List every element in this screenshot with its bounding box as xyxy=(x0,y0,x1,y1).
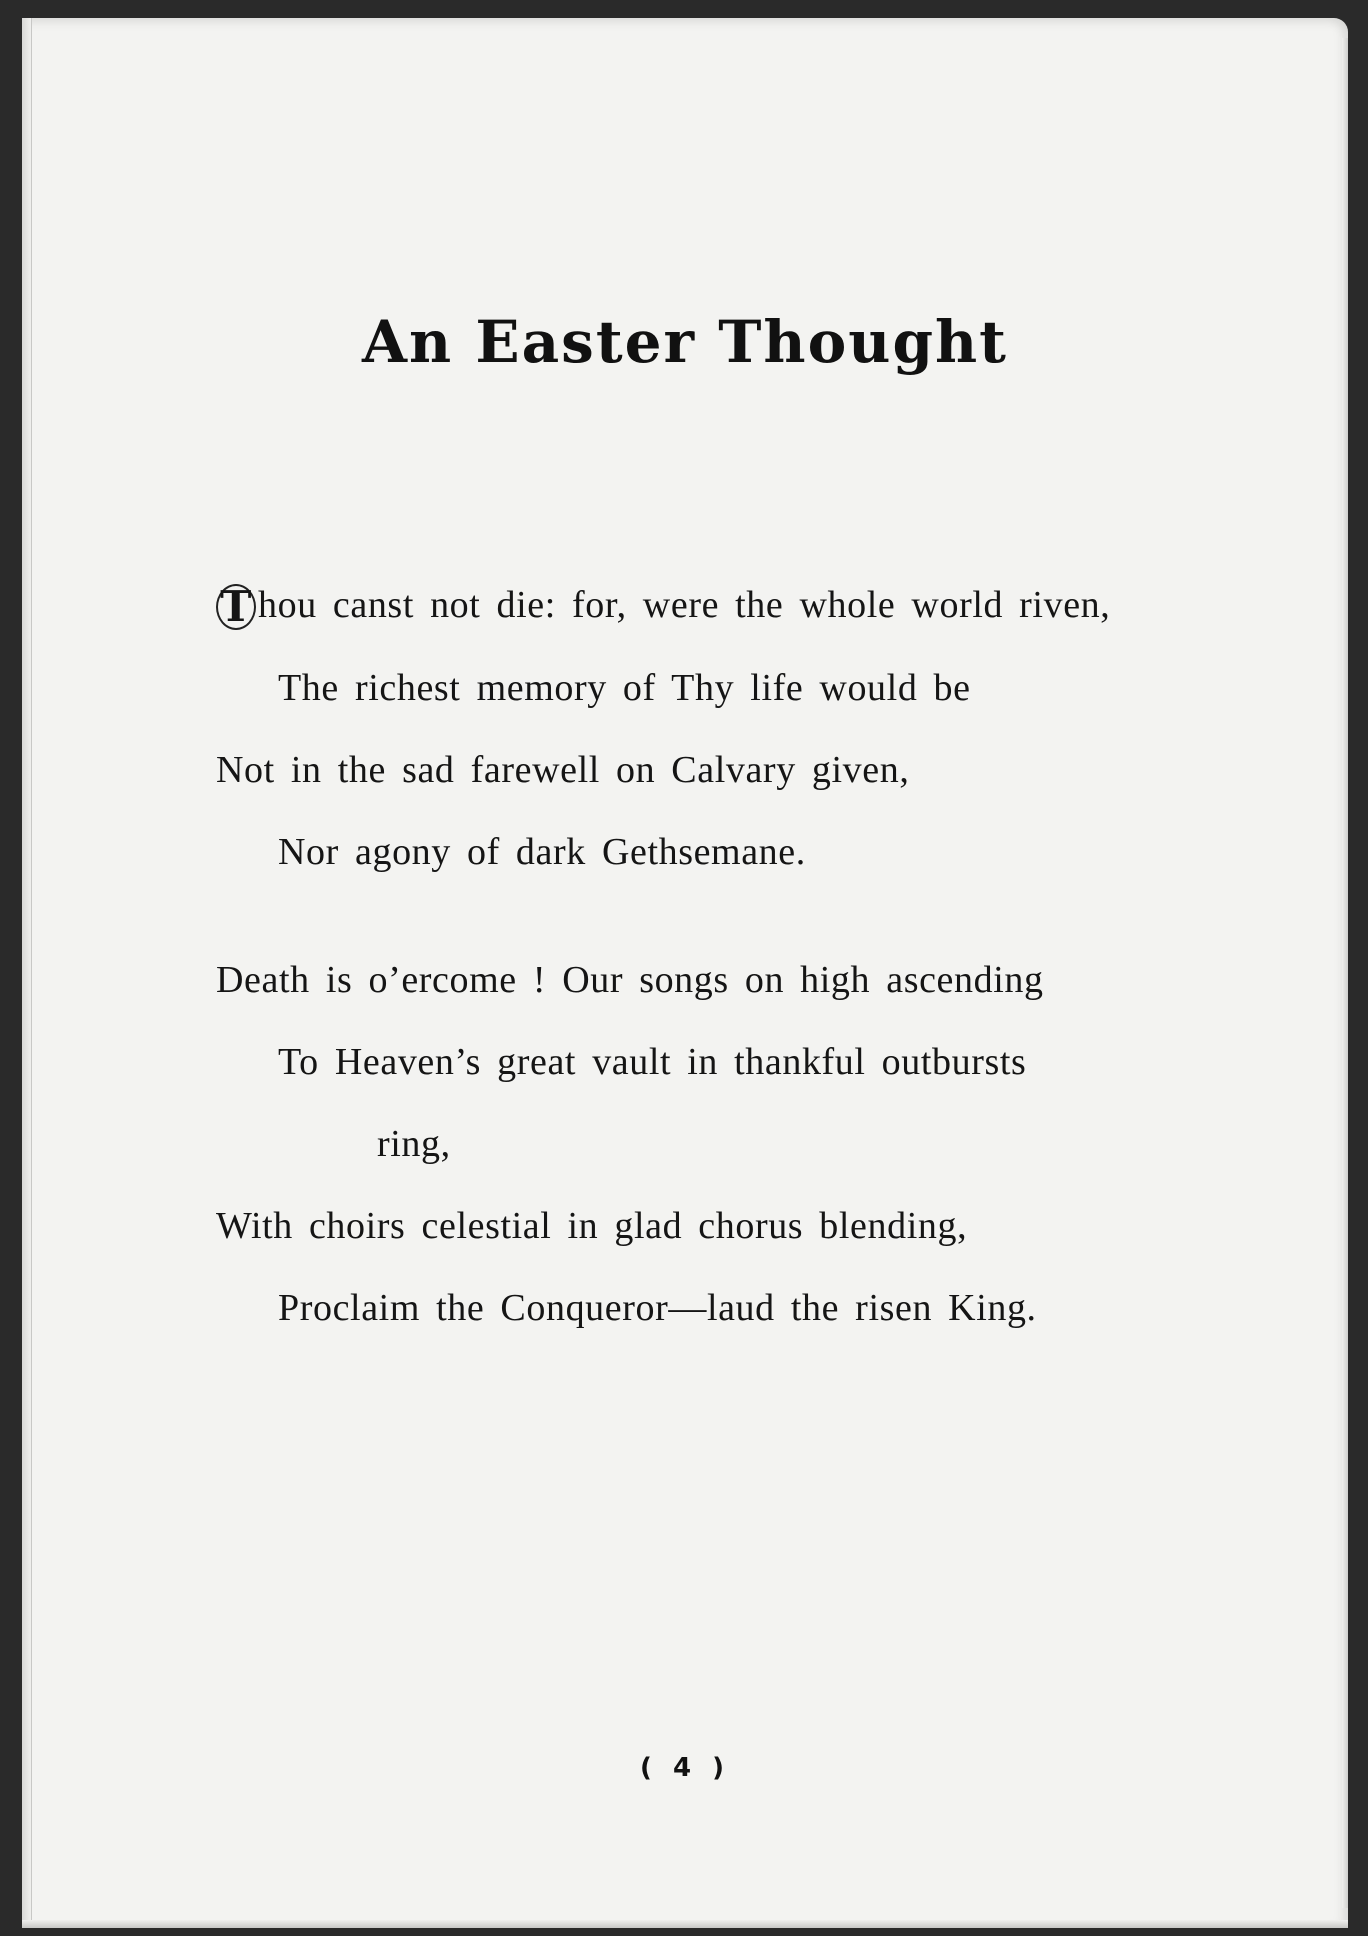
poem-line: To Heaven’s great vault in thankful outbursts xyxy=(278,1041,1027,1083)
poem-line: Proclaim the Conqueror—laud the risen King. xyxy=(278,1287,1037,1329)
drop-cap: T xyxy=(216,584,256,630)
page-number: ( 4 ) xyxy=(640,1753,730,1783)
poem-line-continuation: ring, xyxy=(377,1123,451,1165)
poem-line-text: hou canst not die: for, were the whole world riven, xyxy=(258,584,1111,626)
poem-line: With choirs celestial in glad chorus blending, xyxy=(216,1205,968,1247)
poem-line xyxy=(216,583,1110,630)
poem-line: The richest memory of Thy life would be xyxy=(278,667,971,709)
poem-line: Death is o’ercome ! Our songs on high ascending xyxy=(216,959,1044,1001)
poem-line: Nor agony of dark Gethsemane. xyxy=(278,831,806,873)
poem-title: An Easter Thought xyxy=(362,308,1008,376)
poem-line: Not in the sad farewell on Calvary given, xyxy=(216,749,910,791)
book-page xyxy=(22,18,1348,1928)
poem-body xyxy=(22,18,1348,1928)
